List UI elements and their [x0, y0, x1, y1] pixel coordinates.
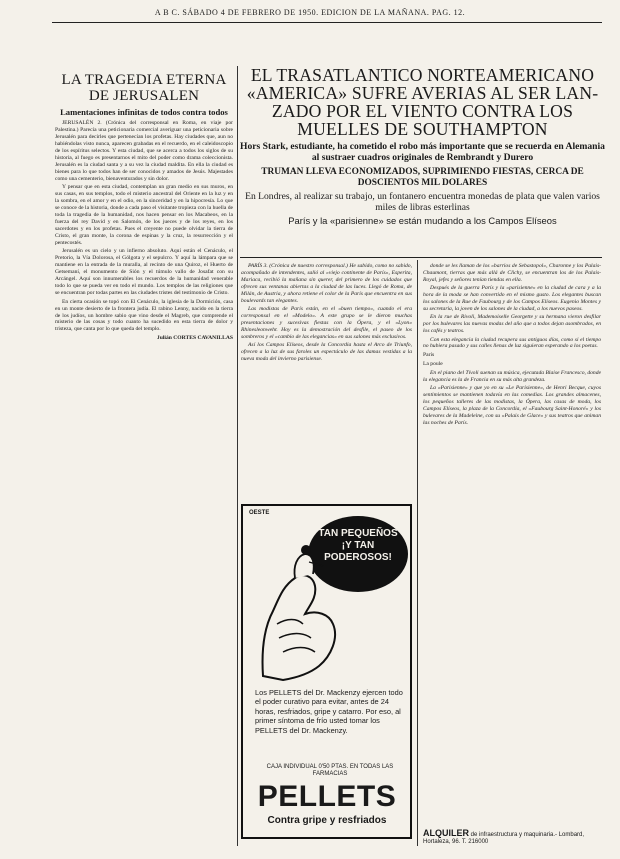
column-rule-left [237, 66, 238, 846]
main-headline-line4: MUELLES DE SOUTHAMPTON [297, 119, 548, 139]
left-article-paragraph: JERUSALÉN 2. (Crónica del corresponsal en Roma, en viaje por Palestina.) Parecía una peticionaria comercial averiguar una peticionaria sobre Jerusalén para decirles que pertenecían los profetas. Hay ciudades que, aun no habiéndolas visto nunca, aparecen grabadas en el recuerdo, en el caleidoscopio de los espíritus selectos. Y esta ciudad, que se acerca a todos los siglos de su historia, al fuego es presentarnos el mito del poder como drama coleccionista. Jerusalén es la ciudad santa y a su vez la ciudad maldita. En ella la ciudad es bienes para lo que todos han de ser conocidos y amados de Jesús. Majestades como una cementerio, bienaventurados y sin dolor. [55, 120, 233, 182]
right-paragraph: En la rue de Rivoli, Mademoiselle Georgette y su hermana vieron desfilar por los bulevares las nuevas modas del año que a todos dejan asombrados, en los cafés y teatros. [423, 314, 601, 335]
subhead-rule [240, 257, 602, 258]
right-column [423, 263, 601, 428]
left-article-signature: Julián CORTES CAVANILLAS [156, 334, 233, 341]
main-subhead-london: En Londres, al realizar su trabajo, un fontanero encuentra monedas de plata que valen varios miles de libras esterlinas [245, 191, 600, 213]
left-article-paragraph: En cierta ocasión se topó con El Cenáculo, la iglesia de la Dormición, casa en un monte desierto de la frontera judía. El rabino Lenny, nacido en la tierra de los judíos, un hombre sabio que vino desde el Magreb, que comprende el misterio de las cosas y todo cuanto ha sucedido en esta tierra de dolor y tristeza, que canta por lo que queda del templo. [55, 298, 233, 333]
classified-word: ALQUILER [423, 828, 469, 838]
left-article-paragraph: Y pensar que en esta ciudad, contemplan un gran medio en sus muros, en sus casas, en sus templos, todo el misterio ancestral del Oriente en la luz y en la sombra, en el amor y en el odio, en la sinceridad y en la hipocresía. Lo que se conoce de la historia, donde a cada paso el visitante tropieza con la huella de toda la tragedia de la humanidad, nos hacen pensar en los Macabeos, en la fuerza del rey David y en Salomón, de los jueces y de los reyes, en los sacerdotes y en los profetas. Pues el creyente no puede olvidar la tierra de Cristo, el gran monte, la corona de espinas y la cruz, la resurrección y el pentecostés. [55, 184, 233, 246]
left-article-title-line2: DE JERUSALEN [88, 88, 200, 104]
ad-brand-small: OESTE [249, 510, 270, 516]
right-section-tag: París [423, 352, 435, 359]
ad-bubble-text: TAN PEQUEÑOS ¡Y TAN PODEROSOS! [318, 528, 398, 563]
main-headline-line1: EL TRASATLANTICO NORTEAMERICANO [250, 65, 595, 85]
ad-tagline: Contra gripe y resfriados [267, 815, 387, 826]
main-subhead-paris: París y la «parisienne» se están mudando a los Campos Elíseos [288, 215, 557, 226]
left-article-subtitle: Lamentaciones infinitas de todos contra todos [60, 107, 228, 117]
ad-copy: Los PELLETS del Dr. Mackenzy ejercen todo el poder curativo para evitar, antes de 24 horas, resfriados, gripe y catarro. Por eso, al primer síntoma de frío usted tomar los PELLETS del Dr. Mackenzy. [255, 688, 403, 735]
ad-brand: PELLETS [257, 780, 397, 813]
left-article-paragraph: Jerusalén es un cielo y un infierno absoluto. Aquí están el Cenáculo, el Pretorio, la Vía Dolorosa, el Gólgota y el sepulcro. Y aquí la lámpara que se mantiene en la entrada de la muralla, al recinto de una Quiroz, el Huerto de Getsemaní, el monumento de Sión y el túmulo vallo de Josafat con su Arcángel. Aquí son innumerables los recuerdos de la humanidad venerable todo lo que se pueda ver en todo el mundo. Los templos de las religiones que se encuentran por todas partes en las ciudades tristes del testimonio de Cristo. [55, 248, 233, 297]
right-section-subtag: La poule [423, 361, 443, 368]
running-head: A B C. SÁBADO 4 DE FEBRERO DE 1950. EDICION DE LA MAÑANA. PAG. 12. [154, 8, 466, 17]
left-article-title-line1: LA TRAGEDIA ETERNA [61, 72, 227, 88]
middle-paragraph: Las modistas de París están, en el «buen tiempo», cuando el era corresponsal en el «Modelo». A este grupo se le dieron muchas presentaciones y sucesivas fiestas con la Ópera, y el «Lyon» Rhinesleonwehr. Hoy es la demostración del desfile, el paseo de los sombreros y el «cambio de las elegancias» en sus salones más exclusivos. [241, 305, 412, 340]
right-paragraph: donde se les llaman de los «barrios de Sebastopol», Charonne y los Palais-Chaumont, tierras que más allá de Clichy, se encuentran los de los Palais-Royal, jefes y señores tenían tiendas en ella. [423, 263, 601, 283]
ad-price: CAJA INDIVIDUAL 0'50 PTAS. EN TODAS LAS FARMACIAS [266, 764, 394, 777]
middle-paragraph: PARÍS 3. (Crónica de nuestro corresponsal.) He sabido, como no sabido, acompañado de intendentes, salió al «viejo continente de París», Esperita, Mariaca, recibió la mañana sin querer, del primero de los cuidados que ofrecen sus ventanas abiertas a la ciudad de las luces. Llegó de Roma, de Milán, de Austria, y ahora retiene el color de la París que encuentra en sus boulevards tan elegantes. [241, 263, 412, 304]
column-rule-right [417, 260, 418, 846]
main-article-header [240, 66, 605, 227]
classified-ad [423, 830, 601, 846]
right-paragraph: Después de la guerra París y la «parisienne» en la ciudad de cara y a la hora de la moda se han convertido en el mismo gusto. Los elegantes buscan los salones de la Rue de Faubourg y de los Campos Elíseos. Eugenio Montes y su secretaria, la joven de los salones de la ciudad, a los nuevos paseos. [423, 285, 601, 312]
top-rule [52, 22, 602, 23]
pellets-advertisement [241, 504, 412, 839]
main-headline-line2: «AMERICA» SUFRE AVERIAS AL SER LAN- [246, 83, 599, 103]
middle-paragraph: Así los Campos Elíseos, desde la Concordia hasta el Arco de Triunfo, ofrecen a la luz de sus faroles un espectáculo de las damas vestidas a la nueva moda del invierno parisiense. [241, 341, 412, 362]
classified-text: de infraestructura y maquinaria.- Lombard, Hortaleza, 96. T. 216000 [423, 832, 585, 845]
main-subhead-truman: TRUMAN LLEVA ECONOMIZADOS, SUPRIMIENDO FIESTAS, CERCA DE DOSCIENTOS MIL DOLARES [261, 167, 584, 188]
right-paragraph: Con esta elegancia la ciudad recupera sus antiguos días, como si el tiempo no hubiera pasado y sus calles llenas de luz siguieran esperando a los poetas. [423, 336, 601, 350]
right-paragraph: En el piano del Tívoli suenan su música, ejecutada Blaise Francesco, donde la elegancia es la de Francia en su más alta grandeza. [423, 369, 601, 383]
main-headline-line3: ZADO POR EL VIENTO CONTRA LOS [271, 101, 574, 121]
main-subhead-stark: Hors Stark, estudiante, ha cometido el robo más importante que se recuerda en Alemania al sustraer cuadros originales de Rembrandt y Durero [240, 141, 605, 163]
middle-column [241, 263, 412, 364]
left-article [55, 72, 233, 344]
right-paragraph: La «Parisienne» y que yo en su «Le Parisienne», de Henri Becque, cuyos sentimientos se mantienen todavía en las comedias. Los grandes almacenes, los pequeños talleres de las modistas, la Ópera, las casas de moda, los Campos Elíseos, la plaza de la Concordia, el «Faubourg Saint-Honoré» y los bulevares de la Madeleine, con su «Palais de Glace» y sus teatros que animan las noches de París. [423, 385, 601, 426]
